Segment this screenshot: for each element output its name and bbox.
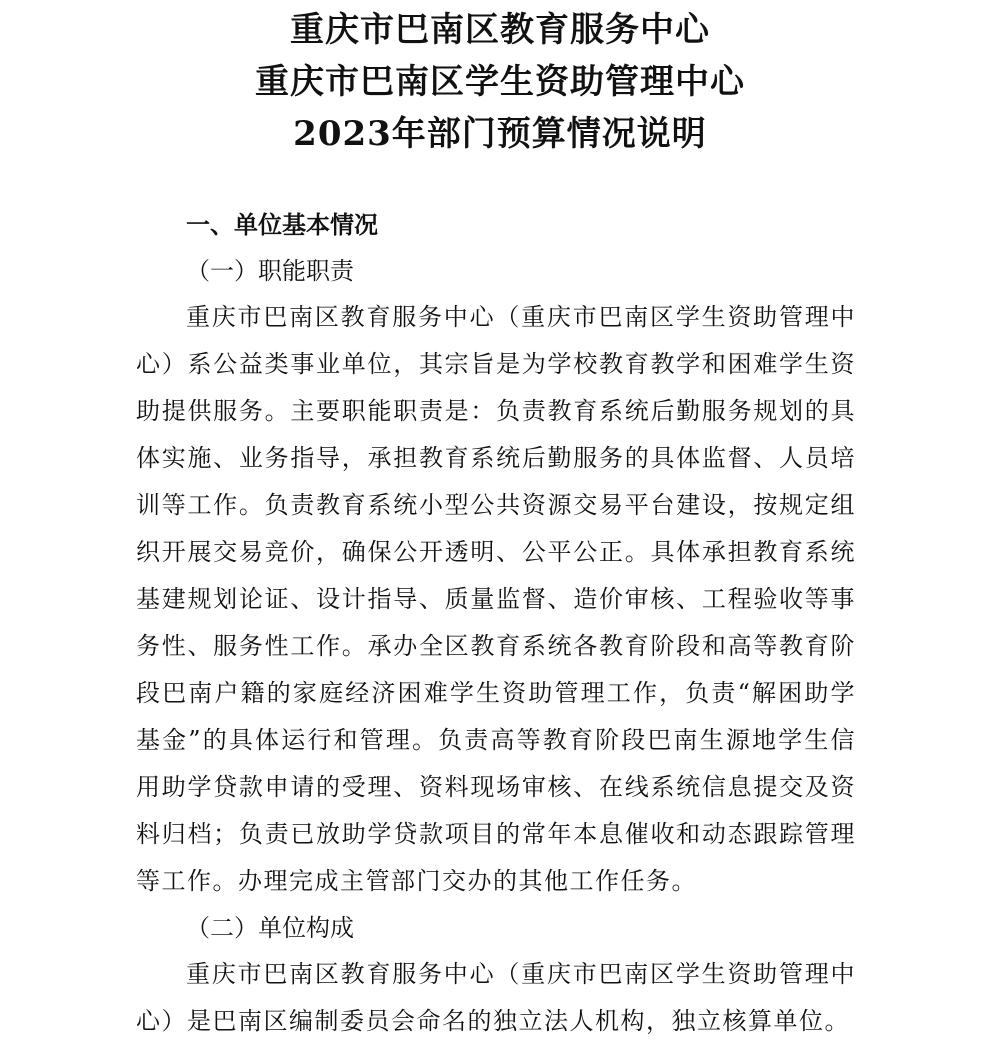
- section-heading-basic-info: 一、单位基本情况: [186, 210, 378, 239]
- document-title: [0, 4, 1000, 160]
- title-line-1: 重庆市巴南区教育服务中心: [290, 10, 710, 50]
- title-line-2: 重庆市巴南区学生资助管理中心: [255, 62, 745, 102]
- title-line-3: 2023年部门预算情况说明: [293, 114, 707, 154]
- subsection-heading-composition: （二）单位构成: [186, 914, 354, 942]
- subsection-heading-functions: （一）职能职责: [186, 257, 354, 285]
- paragraph-composition: 重庆市巴南区教育服务中心（重庆市巴南区学生资助管理中心）是巴南区编制委员会命名的独立法人机构，独立核算单位。: [136, 960, 856, 1035]
- document-body: [136, 202, 856, 1045]
- paragraph-functions: 重庆市巴南区教育服务中心（重庆市巴南区学生资助管理中心）系公益类事业单位，其宗旨是为学校教育教学和困难学生资助提供服务。主要职能职责是：负责教育系统后勤服务规划的具体实施、业务指导，承担教育系统后勤服务的具体监督、人员培训等工作。负责教育系统小型公共资源交易平台建设，按规定组织开展交易竞价，确保公开透明、公平公正。具体承担教育系统基建规划论证、设计指导、质量监督、造价审核、工程验收等事务性、服务性工作。承办全区教育系统各教育阶段和高等教育阶段巴南户籍的家庭经济困难学生资助管理工作，负责“解困助学基金”的具体运行和管理。负责高等教育阶段巴南生源地学生信用助学贷款申请的受理、资料现场审核、在线系统信息提交及资料归档；负责已放助学贷款项目的常年本息催收和动态跟踪管理等工作。办理完成主管部门交办的其他工作任务。: [136, 303, 856, 895]
